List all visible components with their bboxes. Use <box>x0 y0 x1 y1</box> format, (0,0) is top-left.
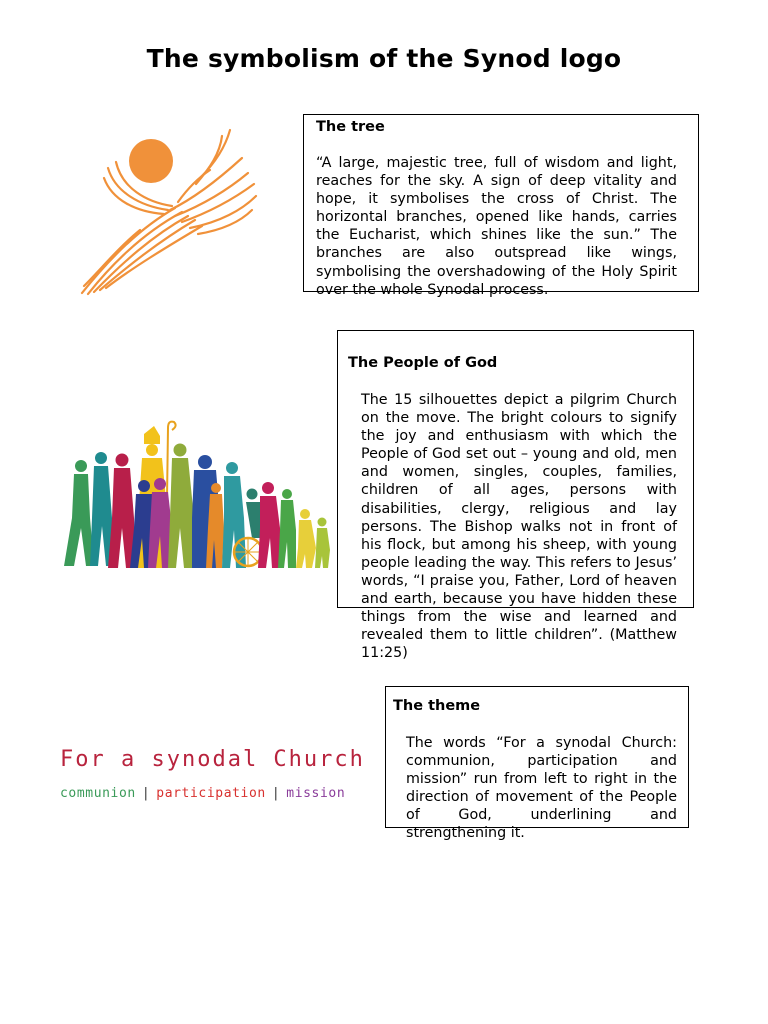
logo-separator: | <box>141 786 151 801</box>
logo-word-mission: mission <box>286 786 346 801</box>
theme-description: The words “For a synodal Church: communion, participation and mission” run from left to right in the direction of movement of the People of God, underlining and strengthening it. <box>406 735 677 842</box>
tree-description: “A large, majestic tree, full of wisdom and light, reaches for the sky. A sign of deep vitality and hope, it symbolises the cross of Christ. The horizontal branches, opened like hands, carries the Eucharist, which shines like the sun.” The branches are also outspread like wings, symbolising the overshadowing of the Holy Spirit over the whole Synodal process. <box>316 155 677 298</box>
theme-heading: The theme <box>393 698 481 714</box>
page-title: The symbolism of the Synod logo <box>146 44 622 73</box>
logo-separator: | <box>271 786 281 801</box>
logo-tagline: For a synodal Church <box>60 747 365 772</box>
people-heading: The People of God <box>348 355 498 371</box>
silhouette-group <box>64 422 330 568</box>
people-of-god-silhouettes <box>56 418 336 578</box>
logo-subtitle <box>60 786 345 801</box>
tree-heading: The tree <box>316 119 385 135</box>
people-description: The 15 silhouettes depict a pilgrim Church on the move. The bright colours to signify the joy and enthusiasm with which the People of God set out – young and old, men and women, singles, couples, families, children of all ages, persons with disabilities, clergy, religious and lay persons. The Bishop walks not in front of his flock, but among his sheep, with young people leading the way. This refers to Jesus’ words, “I praise you, Father, Lord of heaven and earth, because you have hidden these things from the wise and learned and revealed them to little children”. (Matthew 11:25) <box>361 392 677 662</box>
logo-word-communion: communion <box>60 786 136 801</box>
tree-sun-logo <box>70 118 270 303</box>
logo-word-participation: participation <box>156 786 266 801</box>
sun-circle <box>129 139 173 183</box>
